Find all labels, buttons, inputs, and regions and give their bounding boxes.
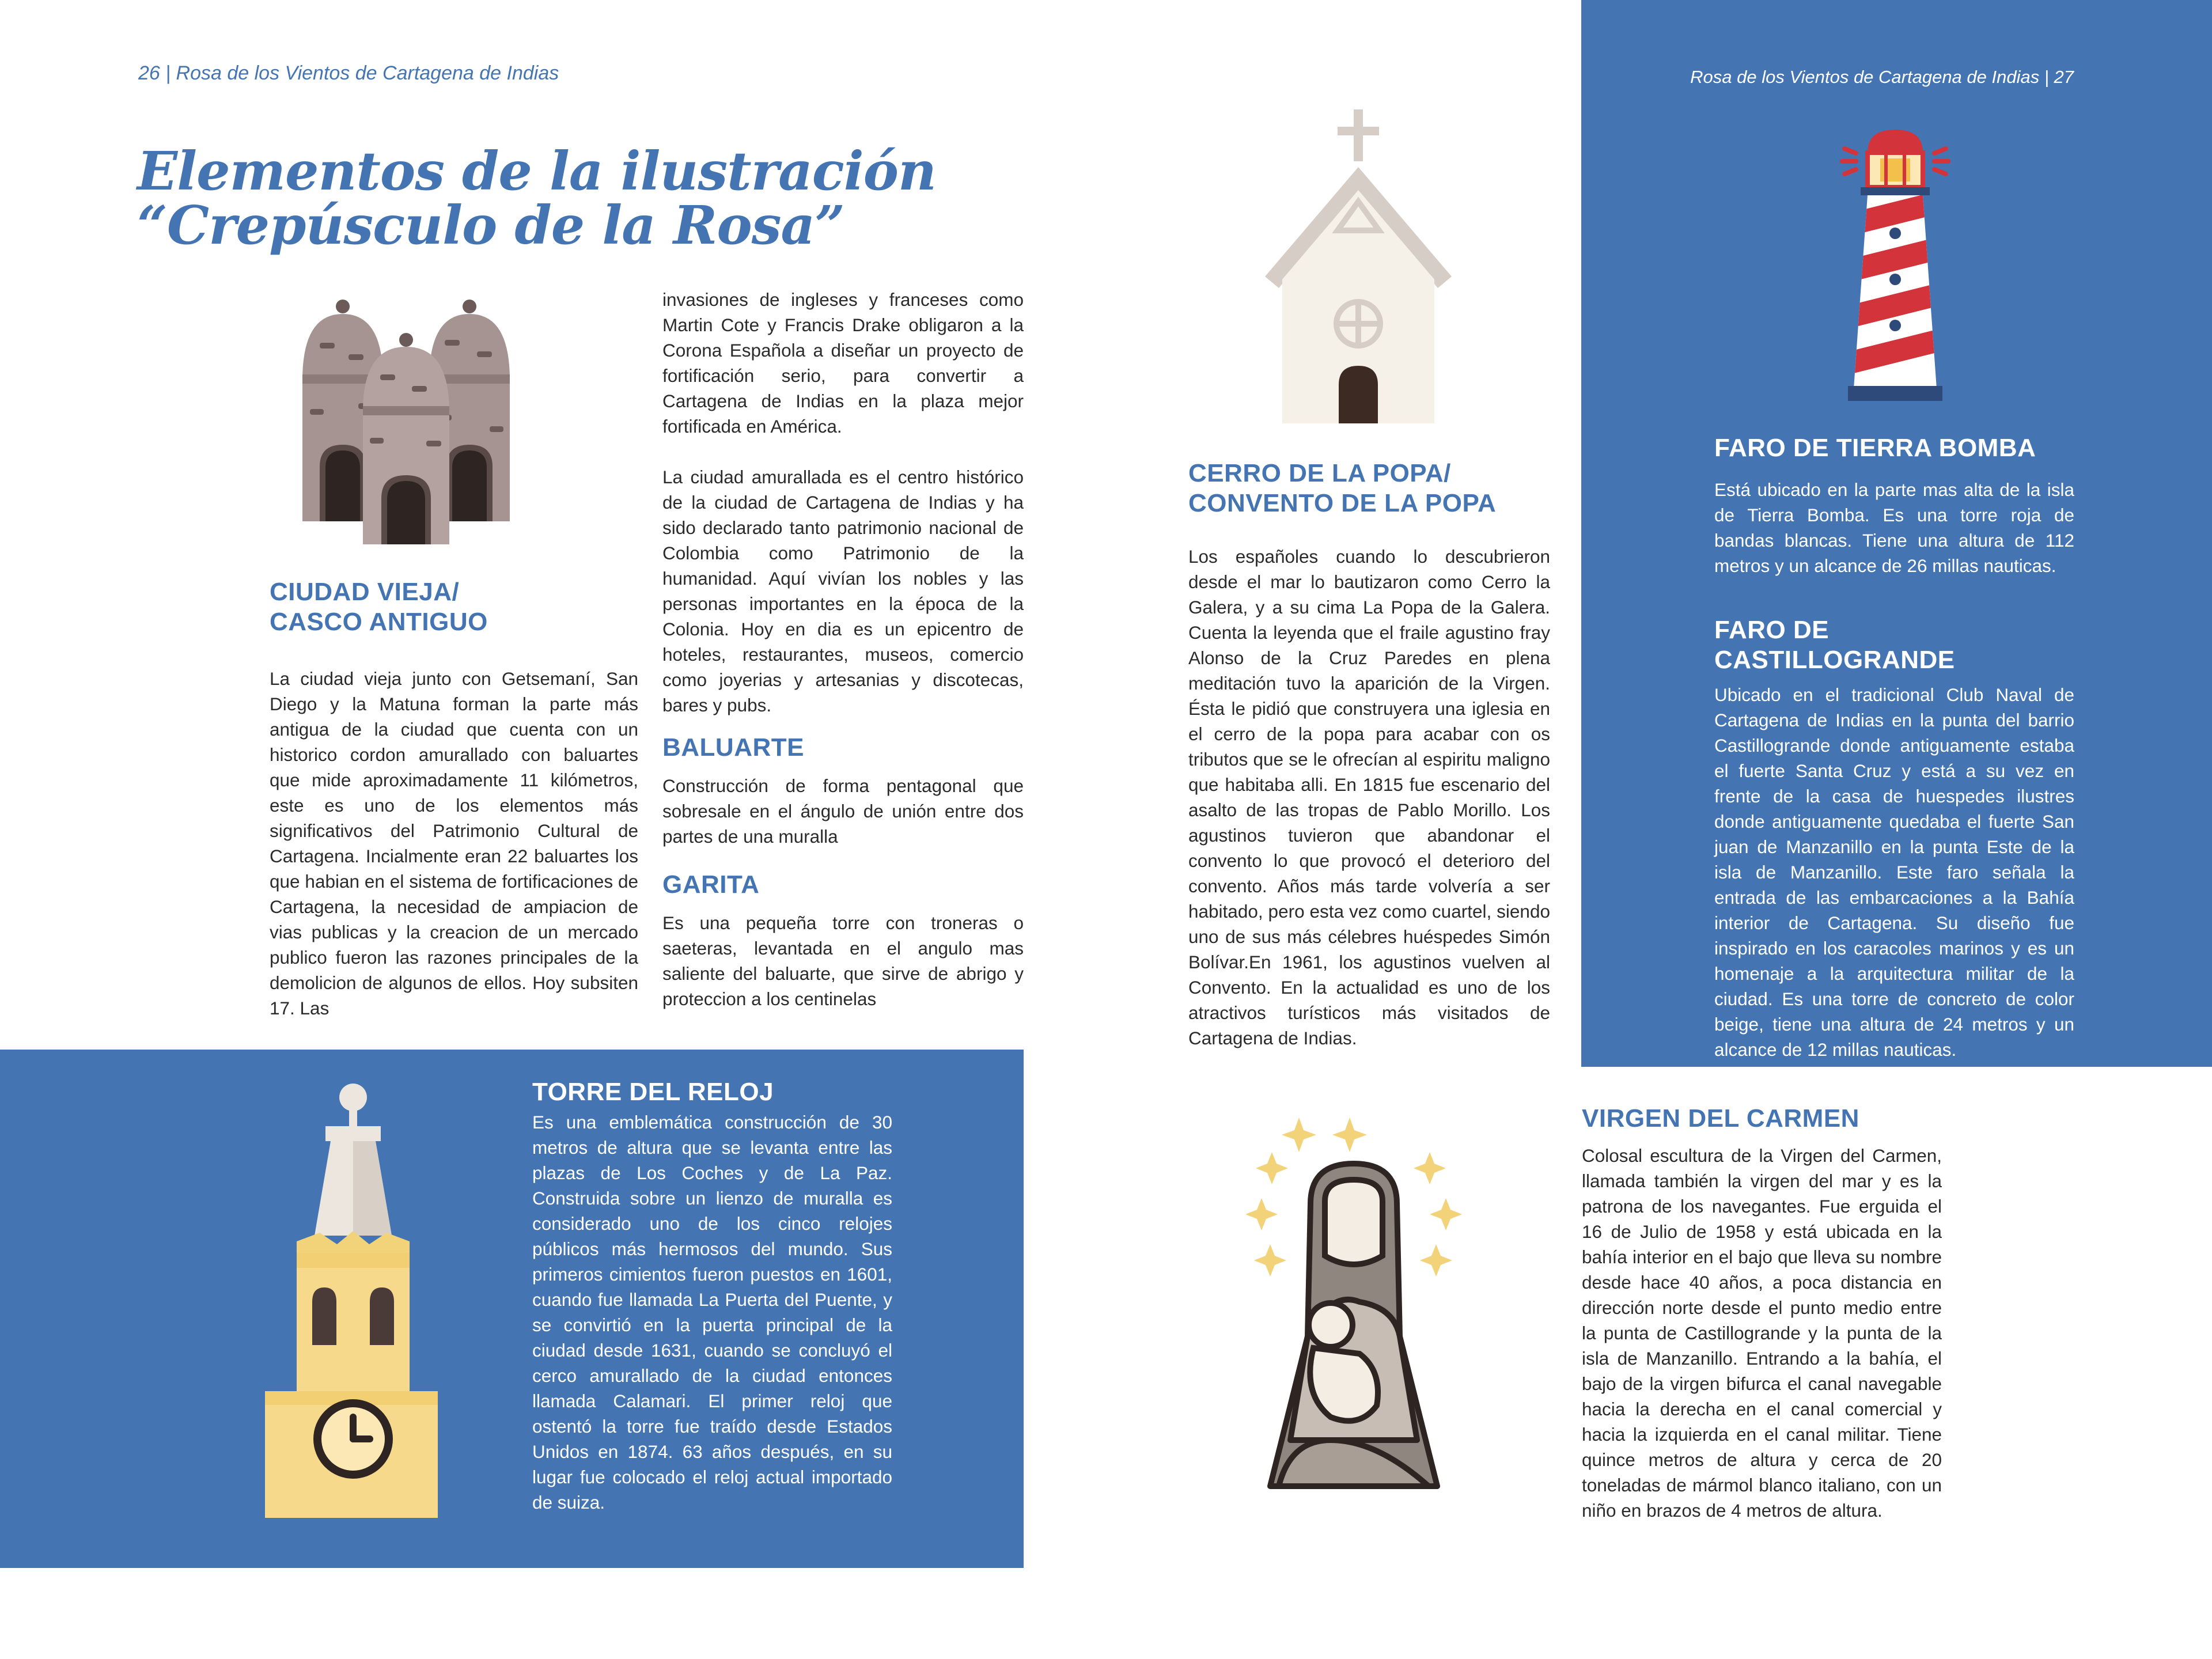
virgen-section: [1582, 1104, 1942, 1523]
popa-section: [1188, 459, 1550, 1051]
right-running-head: Rosa de los Vientos de Cartagena de Indias | 27: [1690, 67, 2074, 87]
popa-heading-line-1: CERRO DE LA POPA/: [1188, 459, 1451, 487]
faro-tierra-bomba-heading: FARO DE TIERRA BOMBA: [1714, 434, 2036, 462]
garita-text: Es una pequeña torre con troneras o saeteras, levantada en el angulo mas saliente del baluarte, que sirve de abrigo y proteccion a los centinelas: [662, 912, 1024, 1009]
popa-text: Los españoles cuando lo descubrieron desde el mar lo bautizaron como Cerro la Galera, y a su cima La Popa de la Galera. Cuenta la leyenda que el fraile agustino fray Alonso de la Cruz Paredes en plena meditación tuvo la aparición de la Virgen. Ésta le pidió que construyera una iglesia en el cerro de la popa para acabar con os tributos que se le ofrecían al espiritu maligno que habitaba alli. En 1815 fue escenario del asalto de las tropas de Pablo Morillo. Los agustinos tuvieron que abandonar el convento lo que provocó el deterioro del convento. Años más tarde volvería a ser habitado, pero esta vez como cuartel, siendo uno de sus más célebres huéspedes Simón Bolívar.En 1961, los agustinos vuelven al Convento. En la actualidad es uno de los atractivos turísticos más visitados de Cartagena de Indias.: [1188, 546, 1550, 1048]
faro-castillogrande-section: [1714, 615, 2074, 1062]
faro-castillogrande-heading: FARO DE CASTILLOGRANDE: [1714, 616, 1955, 674]
left-column-2: [662, 287, 1024, 1012]
ciudad-vieja-text: La ciudad vieja junto con Getsemaní, San Diego y la Matuna forman la parte más antigua de la ciudad que cuenta con un historico cordon amurallado con baluartes que mide aproximadamente 11 kilómetros, este es uno de los elementos más significativos del Patrimonio Cultural de Cartagena. Incialmente eran 22 baluartes los que habian en el sistema de fortificaciones de Cartagena, la necesidad de ampiacion de vias publicas y la creacion de un mercado publico fueron las razones principales de la demolicion de algunos de ellos. Hoy subsiten 17. Las: [270, 668, 638, 1018]
torre-reloj-heading: TORRE DEL RELOJ: [532, 1078, 774, 1106]
ciudad-vieja-section: [270, 577, 638, 1021]
faro-tierra-bomba-section: [1714, 433, 2074, 578]
popa-heading-line-2: CONVENTO DE LA POPA: [1188, 489, 1497, 517]
faro-tierra-bomba-text: Está ubicado en la parte mas alta de la isla de Tierra Bomba. Es una torre roja de bandas blancas. Tiene una altura de 112 metros y un alcance de 26 millas nauticas.: [1714, 479, 2074, 576]
garita-center: [363, 333, 449, 544]
convento-popa-illustration: [1262, 109, 1457, 426]
ciudad-vieja-heading: [270, 577, 638, 637]
garitas-illustration: [294, 294, 518, 547]
ciudad-vieja-heading-line-2: CASCO ANTIGUO: [270, 608, 488, 636]
virgen-heading: VIRGEN DEL CARMEN: [1582, 1104, 1859, 1132]
torre-reloj-illustration: [265, 1080, 438, 1518]
page-title-line-1: Elementos de la ilustración: [137, 140, 936, 202]
torre-reloj-section: [532, 1077, 892, 1515]
ciudad-amurallada-text: La ciudad amurallada es el centro histórico de la ciudad de Cartagena de Indias y ha sido declarado tanto patrimonio nacional de Colombia como Patrimonio de la humanidad. Aquí vivían los nobles y las personas importantes en la época de la Colonia. Hoy en dia es un epicentro de hoteles, restaurantes, museos, comercio como joyerias y artesanias y discotecas, bares y pubs.: [662, 467, 1024, 715]
popa-heading: [1188, 459, 1550, 518]
page-title: [137, 140, 944, 256]
virgen-illustration: [1244, 1118, 1486, 1509]
baluarte-heading: BALUARTE: [662, 733, 804, 762]
faro-illustration: [1832, 127, 1959, 409]
fortificacion-text: invasiones de ingleses y franceses como Martin Cote y Francis Drake obligaron a la Corona Española a diseñar un proyecto de fortificación serio, para convertir a Cartagena de Indias en la plaza mejor fortificada en América.: [662, 289, 1024, 437]
baluarte-text: Construcción de forma pentagonal que sobresale en el ángulo de unión entre dos partes de una muralla: [662, 775, 1024, 847]
left-running-head: 26 | Rosa de los Vientos de Cartagena de Indias: [138, 62, 559, 84]
virgen-text: Colosal escultura de la Virgen del Carmen, llamada también la virgen del mar y es la patrona de los navegantes. Fue erguida el 16 de Julio de 1958 y está ubicada en la bahía interior en el bajo que lleva su nombre desde hace 40 años, a poca distancia en dirección norte desde el punto medio entre la punta de Castillogrande y la punta de la isla de Manzanillo. Entrando a la bahía, el bajo de la virgen bifurca el canal navegable hacia la derecha en el canal comercial y hacia la izquierda en el canal militar. Tiene quince metros de altura y cerca de 20 toneladas de mármol blanco italiano, con un niño en brazos de 4 metros de altura.: [1582, 1145, 1942, 1521]
garita-heading: GARITA: [662, 870, 760, 899]
page-title-line-2: “Crepúsculo de la Rosa”: [137, 194, 845, 256]
ciudad-vieja-heading-line-1: CIUDAD VIEJA/: [270, 578, 460, 606]
faro-castillogrande-text: Ubicado en el tradicional Club Naval de Cartagena de Indias en la punta del barrio Castillogrande donde antiguamente estaba el fuerte Santa Cruz y está a su vez en frente de la casa de huespedes ilustres donde antiguamente quedaba el fuerte San juan de Manzanillo en la punta Este de la isla de Manzanillo. Este faro señala la entrada de las embarcaciones a la Bahía interior de Cartagena. Su diseño fue inspirado en los caracoles marinos y es un homenaje a la arquitectura militar de la ciudad. Es una torre de concreto de color beige, tiene una altura de 24 metros y un alcance de 12 millas nauticas.: [1714, 684, 2074, 1060]
torre-reloj-text: Es una emblemática construcción de 30 metros de altura que se levanta entre las plazas de Los Coches y de La Paz. Construida sobre un lienzo de muralla es considerado uno de los cinco relojes públicos más hermosos del mundo. Sus primeros cimientos fueron puestos en 1601, cuando fue llamada La Puerta del Puente, y se convirtió en la puerta principal de la ciudad desde 1631, cuando se concluyó el cerco amurallado de la ciudad entonces llamada Calamari. El primer reloj que ostentó la torre fue traído desde Estados Unidos en 1874. 63 años después, en su lugar fue colocado el reloj actual importado de suiza.: [532, 1112, 892, 1513]
